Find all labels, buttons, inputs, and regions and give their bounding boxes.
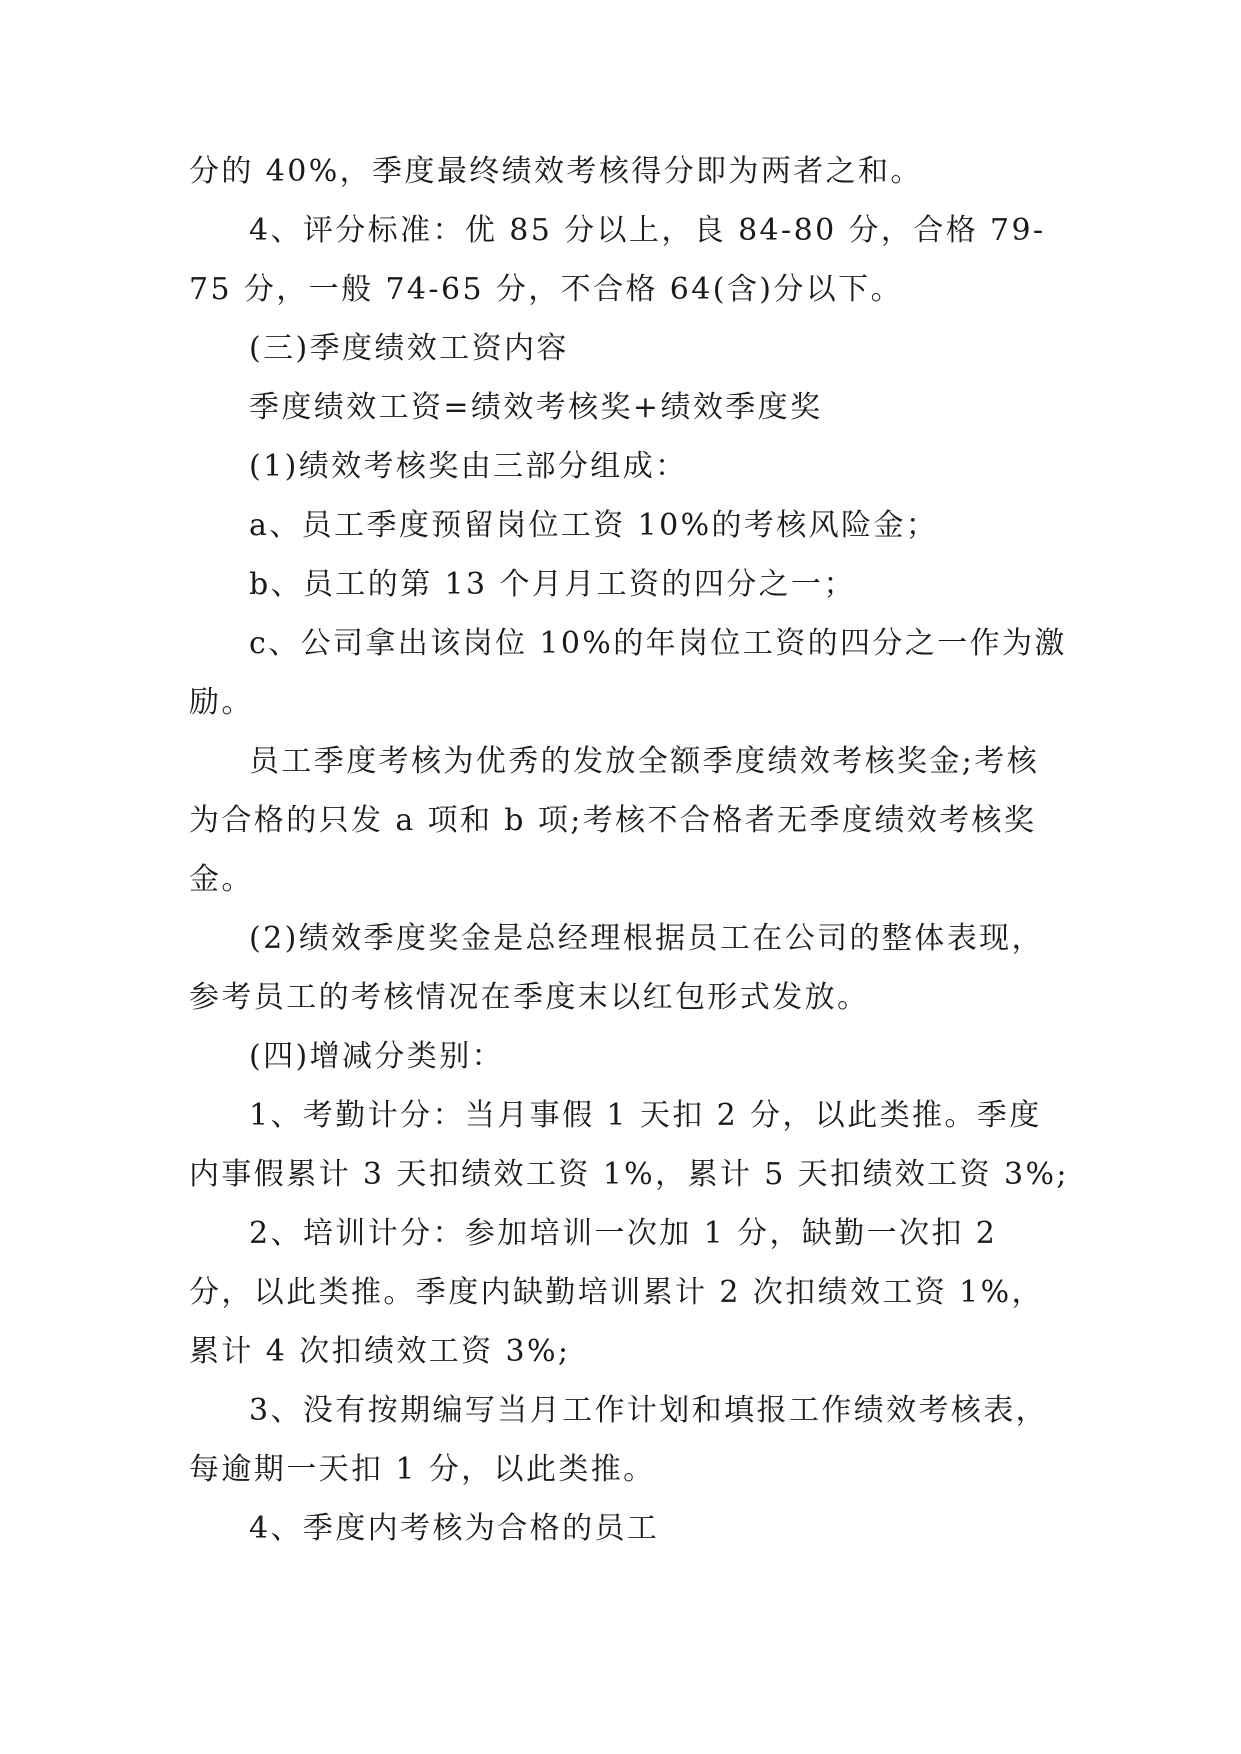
paragraph-2: 4、评分标准：优 85 分以上，良 84-80 分，合格 79-75 分，一般 74-65 分，不合格 64(含)分以下。 — [189, 213, 1046, 307]
paragraph-4: 季度绩效工资=绩效考核奖+绩效季度奖 — [249, 390, 823, 425]
paragraph-10: (2)绩效季度奖金是总经理根据员工在公司的整体表现，参考员工的考核情况在季度末以红包形式发放。 — [189, 921, 1044, 1015]
paragraph-9: 员工季度考核为优秀的发放全额季度绩效考核奖金;考核为合格的只发 a 项和 b 项;考核不合格者无季度绩效考核奖金。 — [189, 744, 1040, 897]
paragraph-13: 2、培训计分：参加培训一次加 1 分，缺勤一次扣 2 分，以此类推。季度内缺勤培训累计 2 次扣绩效工资 1%，累计 4 次扣绩效工资 3%; — [189, 1216, 1044, 1369]
paragraph-11: (四)增减分类别： — [249, 1039, 505, 1074]
paragraph-14: 3、没有按期编写当月工作计划和填报工作绩效考核表，每逾期一天扣 1 分，以此类推。 — [189, 1393, 1049, 1487]
paragraph-12: 1、考勤计分：当月事假 1 天扣 2 分，以此类推。季度内事假累计 3 天扣绩效工资 1%，累计 5 天扣绩效工资 3%; — [189, 1098, 1069, 1192]
paragraph-15: 4、季度内考核为合格的员工 — [249, 1511, 660, 1546]
paragraph-6: a、员工季度预留岗位工资 10%的考核风险金； — [249, 508, 939, 543]
paragraph-1: 分的 40%，季度最终绩效考核得分即为两者之和。 — [189, 154, 923, 189]
paragraph-7: b、员工的第 13 个月月工资的四分之一； — [249, 567, 856, 602]
document-body — [189, 142, 1069, 1558]
paragraph-3: (三)季度绩效工资内容 — [249, 331, 569, 366]
paragraph-8: c、公司拿出该岗位 10%的年岗位工资的四分之一作为激励。 — [189, 626, 1067, 720]
paragraph-5: (1)绩效考核奖由三部分组成： — [249, 449, 688, 484]
